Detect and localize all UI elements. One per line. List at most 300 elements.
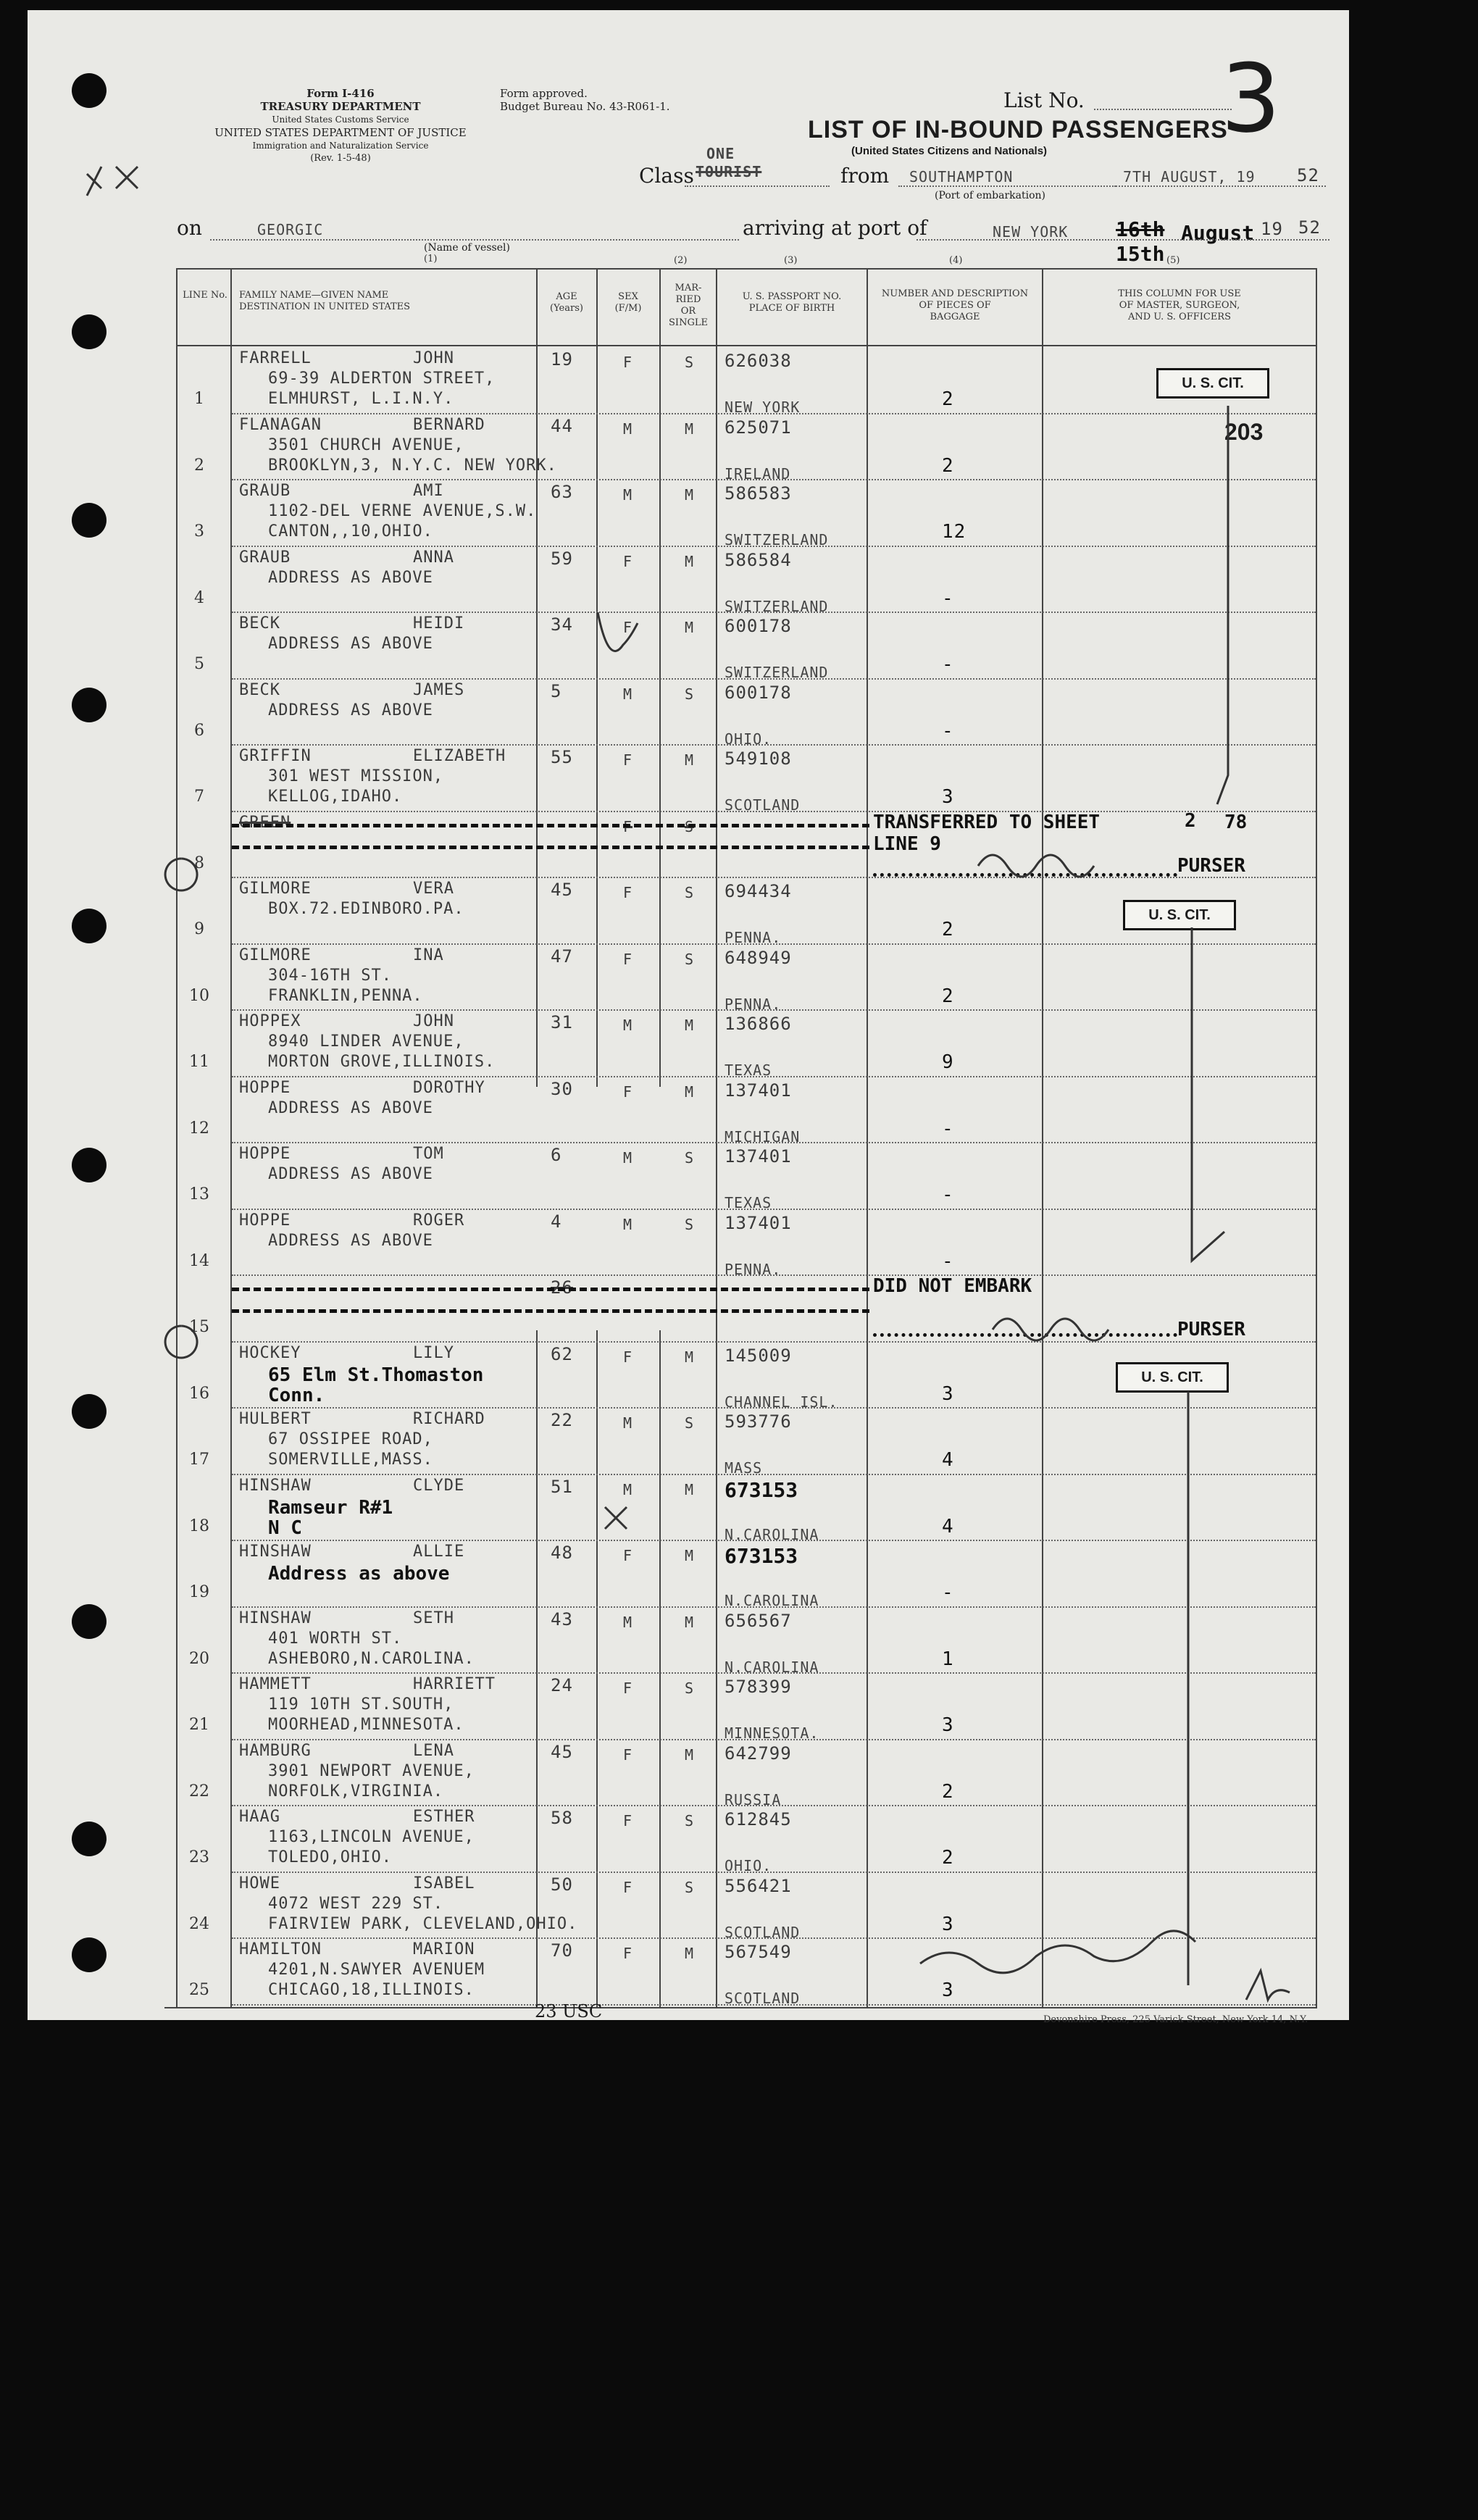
- passport-number: 648949: [725, 947, 792, 968]
- passport-number: 549108: [725, 748, 792, 769]
- family-name: HULBERT: [239, 1410, 312, 1428]
- circle-line-8: [165, 859, 197, 890]
- baggage-count: 4: [942, 1449, 954, 1471]
- passport-number: 626038: [725, 351, 792, 371]
- passport-number: 137401: [725, 1080, 792, 1101]
- baggage-count: 2: [942, 919, 954, 940]
- line-number: 23: [189, 1848, 209, 1866]
- given-name: LENA: [413, 1741, 454, 1760]
- address-line-1: Ramseur R#1: [268, 1496, 393, 1519]
- marital-status: M: [685, 1082, 695, 1101]
- sex: F: [623, 1745, 633, 1764]
- address-line-1: 4072 WEST 229 ST.: [268, 1894, 444, 1913]
- departure-date: 7TH AUGUST, 19: [1123, 168, 1256, 185]
- sex: F: [623, 817, 633, 835]
- marital-status: M: [685, 751, 695, 769]
- given-name: ELIZABETH: [413, 747, 506, 765]
- baggage-count: 1: [942, 1648, 954, 1670]
- sex: F: [623, 1812, 633, 1829]
- family-name: HINSHAW: [239, 1543, 312, 1561]
- marital-status: S: [685, 884, 695, 901]
- age: 55: [551, 747, 573, 767]
- address-line-2: Conn.: [268, 1384, 325, 1406]
- sex: M: [623, 1613, 633, 1631]
- line-number: 4: [194, 588, 204, 607]
- address-line-2: CHICAGO,18,ILLINOIS.: [268, 1981, 475, 1999]
- baggage-count: 2: [942, 985, 954, 1007]
- place-of-birth: N.CAROLINA: [725, 1658, 819, 1676]
- address-line-1: 67 OSSIPEE ROAD,: [268, 1430, 433, 1448]
- address-line-1: 401 WORTH ST.: [268, 1629, 403, 1648]
- given-name: BERNARD: [413, 415, 485, 434]
- passport-number: 137401: [725, 1146, 792, 1167]
- marital-status: S: [685, 685, 695, 703]
- baggage-count: 2: [942, 388, 954, 410]
- given-name: ESTHER: [413, 1808, 475, 1826]
- marital-status: M: [685, 1945, 695, 1962]
- marital-status: S: [685, 1215, 695, 1233]
- age: 47: [551, 946, 573, 967]
- footer-code: 23 USC: [535, 2001, 603, 2022]
- family-name: HAMILTON: [239, 1940, 322, 1958]
- class-label: Class: [639, 164, 694, 188]
- family-name: HAMMETT: [239, 1675, 312, 1693]
- age: 34: [551, 614, 573, 635]
- line-number: 19: [189, 1583, 209, 1601]
- family-name: BECK: [239, 680, 280, 699]
- passport-number: 586584: [725, 549, 792, 570]
- age: 58: [551, 1808, 573, 1828]
- colnum-5: (5): [1166, 255, 1180, 266]
- from-label: from: [840, 164, 890, 188]
- age: 63: [551, 482, 573, 502]
- sex: M: [623, 486, 633, 504]
- place-of-birth: CHANNEL ISL.: [725, 1393, 838, 1411]
- sex: M: [623, 1215, 633, 1233]
- arrival-year-prefix: 19: [1261, 219, 1283, 239]
- address-line-1: ADDRESS AS ABOVE: [268, 568, 433, 587]
- age: 26: [551, 1277, 573, 1298]
- address-line-2: MOORHEAD,MINNESOTA.: [268, 1716, 464, 1734]
- colnum-2: (2): [674, 255, 688, 266]
- passport-number: 137401: [725, 1212, 792, 1233]
- age: 48: [551, 1543, 573, 1563]
- address-line-2: NORFOLK,VIRGINIA.: [268, 1782, 444, 1801]
- given-name: ALLIE: [413, 1543, 465, 1561]
- line-number: 2: [194, 456, 204, 475]
- age: 4: [551, 1211, 562, 1232]
- line-number: 24: [189, 1914, 209, 1933]
- address-line-1: 3501 CHURCH AVENUE,: [268, 435, 464, 454]
- given-name: RICHARD: [413, 1410, 485, 1428]
- place-of-birth: MASS: [725, 1459, 763, 1477]
- given-name: MARION: [413, 1940, 475, 1958]
- marital-status: M: [685, 1547, 695, 1564]
- place-of-birth: MINNESOTA.: [725, 1724, 819, 1742]
- signature-ehrlston-2: [993, 1319, 1108, 1340]
- arriving-label: arriving at port of: [743, 216, 927, 240]
- address-line-2: SOMERVILLE,MASS.: [268, 1451, 433, 1469]
- line-number: 11: [189, 1053, 209, 1071]
- baggage-count: -: [942, 654, 954, 675]
- age: 50: [551, 1874, 573, 1895]
- purser-label-1: PURSER: [1177, 855, 1245, 877]
- place-of-birth: PENNA.: [725, 995, 782, 1013]
- sex: M: [623, 685, 633, 703]
- passport-number: 145009: [725, 1345, 792, 1366]
- family-name: FARRELL: [239, 349, 312, 367]
- family-name: HINSHAW: [239, 1476, 312, 1495]
- passport-number: 612845: [725, 1809, 792, 1829]
- family-name: GRAUB: [239, 548, 291, 567]
- line-number: 25: [189, 1981, 209, 1999]
- address-line-1: 119 10TH ST.SOUTH,: [268, 1695, 454, 1714]
- sex: M: [623, 1017, 633, 1034]
- baggage-count: 3: [942, 786, 954, 808]
- place-of-birth: SWITZERLAND: [725, 664, 829, 681]
- age: 59: [551, 548, 573, 569]
- place-of-birth: OHIO.: [725, 730, 772, 748]
- port-embark-note: (Port of embarkation): [935, 190, 1045, 201]
- address-line-2: CANTON,,10,OHIO.: [268, 522, 433, 541]
- col-header-married: MAR- RIED OR SINGLE: [669, 283, 708, 328]
- age: 5: [551, 680, 562, 701]
- age: 45: [551, 880, 573, 900]
- address-line-2: BROOKLYN,3, N.Y.C. NEW YORK.: [268, 456, 557, 475]
- passport-number: 656567: [725, 1610, 792, 1631]
- given-name: ROGER: [413, 1211, 465, 1230]
- line-number: 18: [189, 1516, 209, 1535]
- baggage-count: 3: [942, 1979, 954, 2001]
- marital-status: M: [685, 619, 695, 636]
- address-line-2: KELLOG,IDAHO.: [268, 788, 403, 806]
- marital-status: S: [685, 1680, 695, 1697]
- sex: F: [623, 619, 633, 636]
- place-of-birth: OHIO.: [725, 1857, 772, 1874]
- line-number: 13: [189, 1185, 209, 1203]
- ins-service: Immigration and Naturalization Service: [252, 141, 429, 151]
- line-number: 5: [194, 655, 204, 673]
- colnum-3: (3): [784, 255, 798, 266]
- line-number: 10: [189, 986, 209, 1005]
- baggage-count: -: [942, 1117, 954, 1140]
- marital-status: M: [685, 486, 695, 504]
- marital-status: S: [685, 1414, 695, 1432]
- place-of-birth: MICHIGAN: [725, 1127, 801, 1146]
- line-number: 9: [194, 920, 204, 938]
- family-name: HAMBURG: [239, 1741, 312, 1760]
- address-line-1: 8940 LINDER AVENUE,: [268, 1032, 464, 1051]
- place-of-birth: PENNA.: [725, 929, 782, 946]
- colnum-4: (4): [949, 255, 963, 266]
- age: 44: [551, 415, 573, 436]
- arrival-port: NEW YORK: [993, 223, 1069, 241]
- check-line-2: [1192, 927, 1224, 1261]
- baggage-count: 2: [942, 454, 954, 477]
- place-of-birth: NEW YORK: [725, 399, 801, 416]
- given-name: LILY: [413, 1343, 454, 1362]
- address-line-2: FAIRVIEW PARK, CLEVELAND,OHIO.: [268, 1914, 578, 1933]
- init-mark: [598, 612, 638, 651]
- place-of-birth: TEXAS: [725, 1194, 772, 1211]
- age: 19: [551, 349, 573, 370]
- transferred-line-no: 78: [1224, 812, 1248, 833]
- sex: M: [623, 1149, 633, 1167]
- transferred-line: LINE 9: [873, 833, 941, 855]
- transferred-sheet: 2: [1185, 810, 1196, 832]
- place-of-birth: IRELAND: [725, 464, 791, 483]
- passport-number: 593776: [725, 1411, 792, 1432]
- address-line-1: 69-39 ALDERTON STREET,: [268, 370, 496, 388]
- address-line-1: 4201,N.SAWYER AVENUEM: [268, 1961, 485, 1979]
- sex: F: [623, 1547, 633, 1564]
- address-line-1: ADDRESS AS ABOVE: [268, 1098, 433, 1117]
- baggage-count: -: [942, 1582, 954, 1603]
- line-number: 22: [189, 1782, 209, 1801]
- given-name: DOROTHY: [413, 1078, 485, 1097]
- age: 70: [551, 1940, 573, 1961]
- family-name: HAAG: [239, 1808, 280, 1826]
- baggage-count: 3: [942, 1382, 954, 1405]
- family-name: HOPPE: [239, 1145, 291, 1163]
- marital-status: M: [685, 1480, 695, 1498]
- passport-number: 642799: [725, 1743, 792, 1764]
- age: 30: [551, 1078, 573, 1099]
- pencil-mark: [87, 167, 138, 196]
- colnum-1: (1): [424, 254, 438, 264]
- sex: F: [623, 950, 633, 968]
- sex: F: [623, 354, 633, 371]
- x-mark: [605, 1507, 627, 1529]
- address-line-2: ELMHURST, L.I.N.Y.: [268, 390, 454, 408]
- sex: M: [623, 1414, 633, 1432]
- place-of-birth: N.CAROLINA: [725, 1592, 819, 1609]
- address-line-1: ADDRESS AS ABOVE: [268, 1231, 433, 1250]
- sex: F: [623, 1680, 633, 1697]
- us-citizen-stamp: U. S. CIT.: [1123, 900, 1236, 930]
- marital-status: S: [685, 354, 695, 371]
- baggage-count: 12: [942, 521, 966, 543]
- family-name: GREEN: [239, 813, 291, 832]
- passport-number: 625071: [725, 417, 792, 438]
- address-line-2: N C: [268, 1516, 302, 1539]
- officer-initials: [1246, 1971, 1290, 2000]
- family-name: FLANAGAN: [239, 415, 322, 434]
- baggage-count: 3: [942, 1714, 954, 1736]
- purser-label-2: PURSER: [1177, 1319, 1245, 1340]
- us-citizen-stamp: U. S. CIT.: [1156, 368, 1269, 399]
- given-name: CLYDE: [413, 1476, 465, 1495]
- place-of-birth: SWITZERLAND: [725, 597, 829, 615]
- line-number: 3: [194, 522, 204, 541]
- given-name: HEIDI: [413, 614, 465, 633]
- passport-number: 578399: [725, 1677, 792, 1697]
- family-name: HOWE: [239, 1874, 280, 1893]
- list-number: 3: [1221, 43, 1281, 154]
- line-number: 8: [194, 854, 204, 872]
- place-of-birth: SCOTLAND: [725, 1990, 801, 2007]
- col-header-name: FAMILY NAME—GIVEN NAME DESTINATION IN UNITED STATES: [239, 290, 411, 312]
- vessel-name: GEORGIC: [257, 221, 324, 238]
- place-of-birth: SCOTLAND: [725, 1923, 801, 1941]
- address-line-2: TOLEDO,OHIO.: [268, 1848, 392, 1866]
- marital-status: M: [685, 420, 695, 438]
- line-number: 6: [194, 721, 204, 740]
- passport-number: 136866: [725, 1014, 792, 1034]
- age: 43: [551, 1609, 573, 1630]
- age: 31: [551, 1012, 573, 1032]
- line-number: 16: [189, 1384, 209, 1403]
- col-header-baggage: NUMBER AND DESCRIPTION OF PIECES OF BAGGAGE: [881, 288, 1029, 322]
- line-number: 7: [194, 788, 204, 806]
- place-of-birth: SWITZERLAND: [725, 531, 829, 548]
- family-name: HINSHAW: [239, 1609, 312, 1627]
- passport-number: 586583: [725, 483, 792, 504]
- marital-status: M: [685, 552, 695, 570]
- marital-status: M: [685, 1613, 695, 1631]
- form-approved: Form approved.: [500, 87, 588, 100]
- sex: F: [623, 1878, 633, 1896]
- col-header-sex: SEX (F/M): [614, 291, 642, 314]
- baggage-count: 4: [942, 1515, 954, 1538]
- address-line-1: 304-16TH ST.: [268, 966, 392, 985]
- given-name: JOHN: [413, 1012, 454, 1030]
- sex: M: [623, 1480, 633, 1498]
- form-subtitle: (United States Citizens and Nationals): [851, 145, 1048, 157]
- age: 22: [551, 1410, 573, 1430]
- line-number: 14: [189, 1251, 209, 1270]
- family-name: HOCKEY: [239, 1343, 301, 1362]
- baggage-count: 3: [942, 1913, 954, 1935]
- col-header-line-text: LINE No.: [183, 290, 227, 301]
- given-name: SETH: [413, 1609, 454, 1627]
- class-value: ONE: [706, 145, 735, 162]
- place-of-birth: PENNA.: [725, 1260, 782, 1278]
- marital-status: S: [685, 1812, 695, 1829]
- on-label: on: [177, 216, 202, 240]
- family-name: HOPPE: [239, 1078, 291, 1097]
- sex: M: [623, 420, 633, 438]
- transferred-note: TRANSFERRED TO SHEET: [873, 812, 1101, 833]
- signature-ehrlston-1: [978, 855, 1094, 877]
- count-203: 203: [1224, 419, 1264, 445]
- address-line-1: ADDRESS AS ABOVE: [268, 635, 433, 653]
- passport-number: 600178: [725, 616, 792, 636]
- arrival-day: 15th: [1116, 242, 1165, 266]
- address-line-1: 65 Elm St.Thomaston: [268, 1364, 484, 1386]
- given-name: VERA: [413, 880, 454, 898]
- circle-line-15: [165, 1326, 197, 1358]
- check-line-1: [1217, 406, 1228, 804]
- sex: F: [623, 1082, 633, 1101]
- form-title: LIST OF IN-BOUND PASSENGERS: [808, 116, 1228, 143]
- passport-number: 567549: [725, 1942, 792, 1962]
- sex: F: [623, 884, 633, 901]
- us-citizen-stamp: U. S. CIT.: [1116, 1362, 1229, 1393]
- arrival-month: August: [1181, 221, 1255, 245]
- baggage-count: 2: [942, 1847, 954, 1869]
- place-of-birth: TEXAS: [725, 1061, 772, 1079]
- place-of-birth: RUSSIA: [725, 1790, 782, 1808]
- marital-status: S: [685, 1878, 695, 1896]
- baggage-count: -: [942, 587, 954, 609]
- col-header-age: AGE (Years): [550, 291, 583, 314]
- place-of-birth: N.CAROLINA: [725, 1525, 819, 1543]
- baggage-count: -: [942, 1250, 954, 1272]
- given-name: HARRIETT: [413, 1675, 496, 1693]
- family-name: HOPPEX: [239, 1012, 301, 1030]
- marital-status: S: [685, 950, 695, 968]
- passport-number: 600178: [725, 682, 792, 703]
- col-header-passport: U. S. PASSPORT NO. PLACE OF BIRTH: [742, 291, 842, 314]
- family-name: GILMORE: [239, 880, 312, 898]
- marital-status: M: [685, 1017, 695, 1034]
- given-name: JAMES: [413, 680, 465, 699]
- given-name: INA: [413, 946, 444, 964]
- printer-imprint: Devonshire Press, 225 Varick Street, New York 14, N.Y.: [1043, 2014, 1308, 2025]
- age: 62: [551, 1343, 573, 1364]
- family-name: HOPPE: [239, 1211, 291, 1230]
- given-name: AMI: [413, 482, 444, 500]
- address-line-1: 301 WEST MISSION,: [268, 767, 444, 785]
- address-line-2: ASHEBORO,N.CAROLINA.: [268, 1649, 475, 1668]
- sex: F: [623, 1945, 633, 1962]
- marital-status: M: [685, 1348, 695, 1366]
- passport-number: 673153: [725, 1477, 798, 1502]
- sex: F: [623, 751, 633, 769]
- given-name: TOM: [413, 1145, 444, 1163]
- line-number: 20: [189, 1649, 209, 1668]
- family-name: GRAUB: [239, 482, 291, 500]
- given-name: ANNA: [413, 548, 454, 567]
- address-line-2: MORTON GROVE,ILLINOIS.: [268, 1053, 496, 1071]
- baggage-count: -: [942, 1184, 954, 1206]
- address-line-1: ADDRESS AS ABOVE: [268, 701, 433, 719]
- age: 6: [551, 1145, 562, 1165]
- passport-number: 556421: [725, 1875, 792, 1896]
- marital-status: S: [685, 1149, 695, 1167]
- place-of-birth: SCOTLAND: [725, 796, 801, 814]
- vessel-note: (Name of vessel): [424, 242, 510, 254]
- line-number: 12: [189, 1119, 209, 1138]
- port-of-embarkation: SOUTHAMPTON: [909, 168, 1014, 185]
- customs-service: United States Customs Service: [272, 114, 409, 125]
- baggage-count: 2: [942, 1780, 954, 1803]
- age: 45: [551, 1741, 573, 1762]
- revision: (Rev. 1-5-48): [310, 153, 371, 164]
- treasury-dept: TREASURY DEPARTMENT: [260, 100, 421, 113]
- address-line-1: Address as above: [268, 1563, 450, 1585]
- address-line-2: FRANKLIN,PENNA.: [268, 986, 423, 1005]
- marital-status: M: [685, 1745, 695, 1764]
- given-name: ISABEL: [413, 1874, 475, 1893]
- sex: F: [623, 552, 633, 570]
- arrival-year: 52: [1298, 217, 1321, 238]
- marital-status: S: [685, 817, 695, 835]
- passport-number: 694434: [725, 881, 792, 901]
- col-header-officers: THIS COLUMN FOR USE OF MASTER, SURGEON, AND U. S. OFFICERS: [1118, 288, 1241, 322]
- departure-year: 52: [1297, 165, 1319, 185]
- family-name: GRIFFIN: [239, 747, 312, 765]
- line-number: 17: [189, 1451, 209, 1469]
- baggage-count: -: [942, 719, 954, 742]
- line-number: 1: [194, 390, 204, 408]
- family-name: BECK: [239, 614, 280, 633]
- address-line-1: ADDRESS AS ABOVE: [268, 1165, 433, 1183]
- address-line-1: BOX.72.EDINBORO.PA.: [268, 900, 464, 918]
- budget-bureau: Budget Bureau No. 43-R061-1.: [500, 100, 670, 113]
- class-struck: TOURIST: [696, 163, 762, 180]
